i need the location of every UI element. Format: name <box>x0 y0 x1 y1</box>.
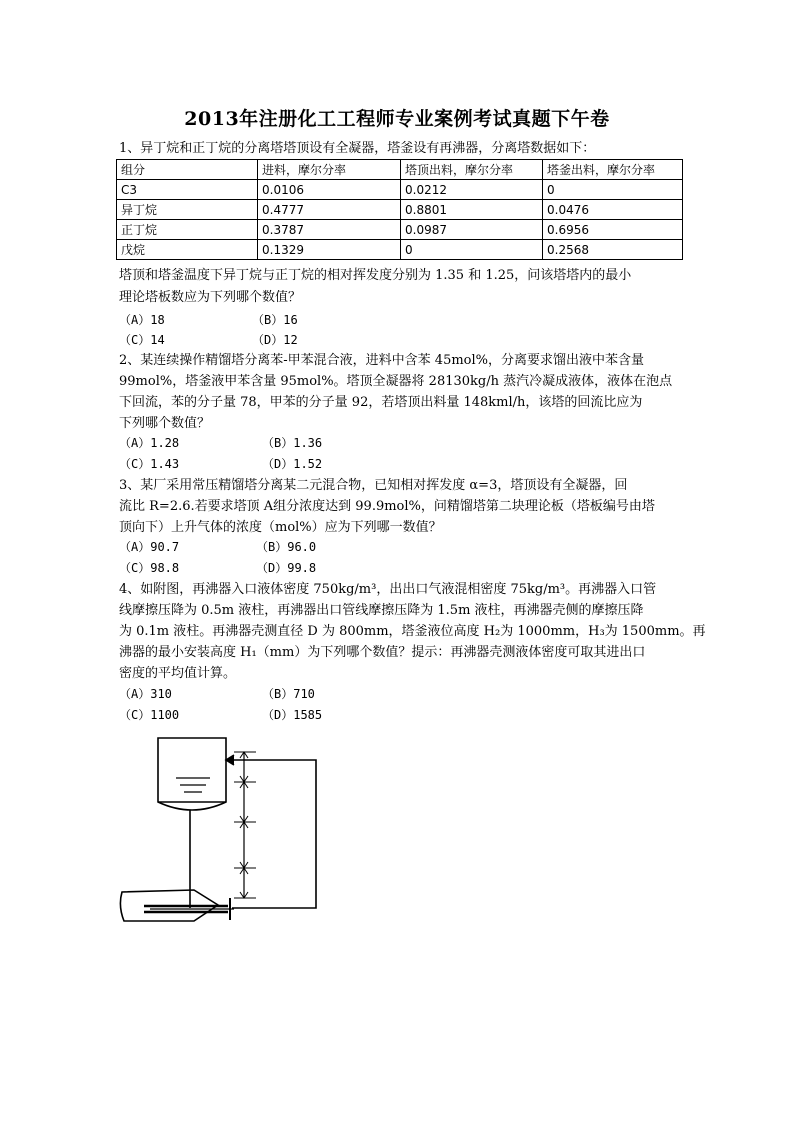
table-cell: 0.2568 <box>543 240 683 260</box>
q1-option-b: （B）16 <box>252 313 298 327</box>
q1-stem: 1、异丁烷和正丁烷的分离塔塔顶设有全凝器，塔釜设有再沸器，分离塔数据如下： <box>119 141 596 156</box>
q4-option-b: （B）710 <box>262 687 315 701</box>
q3-option-a: （A）90.7 <box>119 540 180 554</box>
q4-text-line: 线摩擦压降为 0.5m 液柱，再沸器出口管线摩擦压降为 1.5m 液柱，再沸器壳侧的摩擦压降 <box>119 603 644 618</box>
page-title: 2013年注册化工工程师专业案例考试真题下午卷 <box>184 108 610 130</box>
q2-text-line: 下列哪个数值？ <box>119 416 211 431</box>
table-cell: 0.1329 <box>258 240 401 260</box>
q4-text-line: 4、如附图，再沸器入口液体密度 750kg/m³，出出口气液混相密度 75kg/m³。再沸器入口管 <box>119 582 657 597</box>
table-header-cell: 塔顶出料，摩尔分率 <box>401 160 543 180</box>
q4-option-c: （C）1100 <box>119 708 180 722</box>
separation-data-table <box>116 159 683 260</box>
table-cell: 0.0212 <box>401 180 543 200</box>
q4-option-d: （D）1585 <box>262 708 323 722</box>
table-cell: 0.0987 <box>401 220 543 240</box>
table-cell: 0 <box>401 240 543 260</box>
column-body <box>158 738 226 810</box>
q3-text-line: 顶向下）上升气体的浓度（mol%）应为下列哪一数值？ <box>119 520 442 535</box>
q2-option-a: （A）1.28 <box>119 436 180 450</box>
table-cell: C3 <box>117 180 258 200</box>
table-header-cell: 塔釜出料，摩尔分率 <box>543 160 683 180</box>
table-header-cell: 组分 <box>117 160 258 180</box>
table-cell: 戊烷 <box>117 240 258 260</box>
q2-text-line: 2、某连续操作精馏塔分离苯-甲苯混合液，进料中含苯 45mol%，分离要求馏出液中苯含量 <box>119 353 645 368</box>
q3-option-d: （D）99.8 <box>256 561 317 575</box>
q4-text-line: 为 0.1m 液柱。再沸器壳测直径 D 为 800mm，塔釜液位高度 H₂为 1000mm，H₃为 1500mm。再 <box>119 624 706 639</box>
table-row <box>117 200 683 220</box>
table-cell: 正丁烷 <box>117 220 258 240</box>
table-cell: 0.3787 <box>258 220 401 240</box>
q1-text-line: 塔顶和塔釜温度下异丁烷与正丁烷的相对挥发度分别为 1.35 和 1.25，问该塔塔内的最小 <box>119 268 632 283</box>
q2-option-c: （C）1.43 <box>119 457 180 471</box>
table-cell: 0.6956 <box>543 220 683 240</box>
q4-text-line: 密度的平均值计算。 <box>119 666 237 681</box>
q4-option-a: （A）310 <box>119 687 172 701</box>
q1-option-d: （D）12 <box>252 333 298 347</box>
q1-option-a: （A）18 <box>119 313 165 327</box>
table-cell: 0.8801 <box>401 200 543 220</box>
q2-text-line: 99mol%，塔釜液甲苯含量 95mol%。塔顶全凝器将 28130kg/h 蒸汽冷凝成液体，液体在泡点 <box>119 374 673 389</box>
q2-option-b: （B）1.36 <box>262 436 323 450</box>
q3-option-c: （C）98.8 <box>119 561 180 575</box>
q4-text-line: 沸器的最小安装高度 H₁（mm）为下列哪个数值？提示：再沸器壳测液体密度可取其进出口 <box>119 645 646 660</box>
table-cell: 异丁烷 <box>117 200 258 220</box>
table-row <box>117 240 683 260</box>
q2-option-d: （D）1.52 <box>262 457 323 471</box>
q1-option-c: （C）14 <box>119 333 165 347</box>
table-cell: 0 <box>543 180 683 200</box>
q3-text-line: 流比 R=2.6.若要求塔顶 A组分浓度达到 99.9mol%，问精馏塔第二块理论板（塔板编号由塔 <box>119 499 655 514</box>
q1-text-line: 理论塔板数应为下列哪个数值？ <box>119 290 302 305</box>
q3-text-line: 3、某厂采用常压精馏塔分离某二元混合物，已知相对挥发度 α=3，塔顶设有全凝器，回 <box>119 478 628 493</box>
return-arrow <box>226 755 234 765</box>
q2-text-line: 下回流，苯的分子量 78，甲苯的分子量 92，若塔顶出料量 148kml/h，该塔的回流比应为 <box>119 395 643 410</box>
table-header-cell: 进料，摩尔分率 <box>258 160 401 180</box>
q3-option-b: （B）96.0 <box>256 540 317 554</box>
table-cell: 0.4777 <box>258 200 401 220</box>
table-cell: 0.0106 <box>258 180 401 200</box>
table-row <box>117 220 683 240</box>
table-cell: 0.0476 <box>543 200 683 220</box>
table-row <box>117 180 683 200</box>
reboiler-diagram <box>110 730 340 930</box>
table-header-row <box>117 160 683 180</box>
